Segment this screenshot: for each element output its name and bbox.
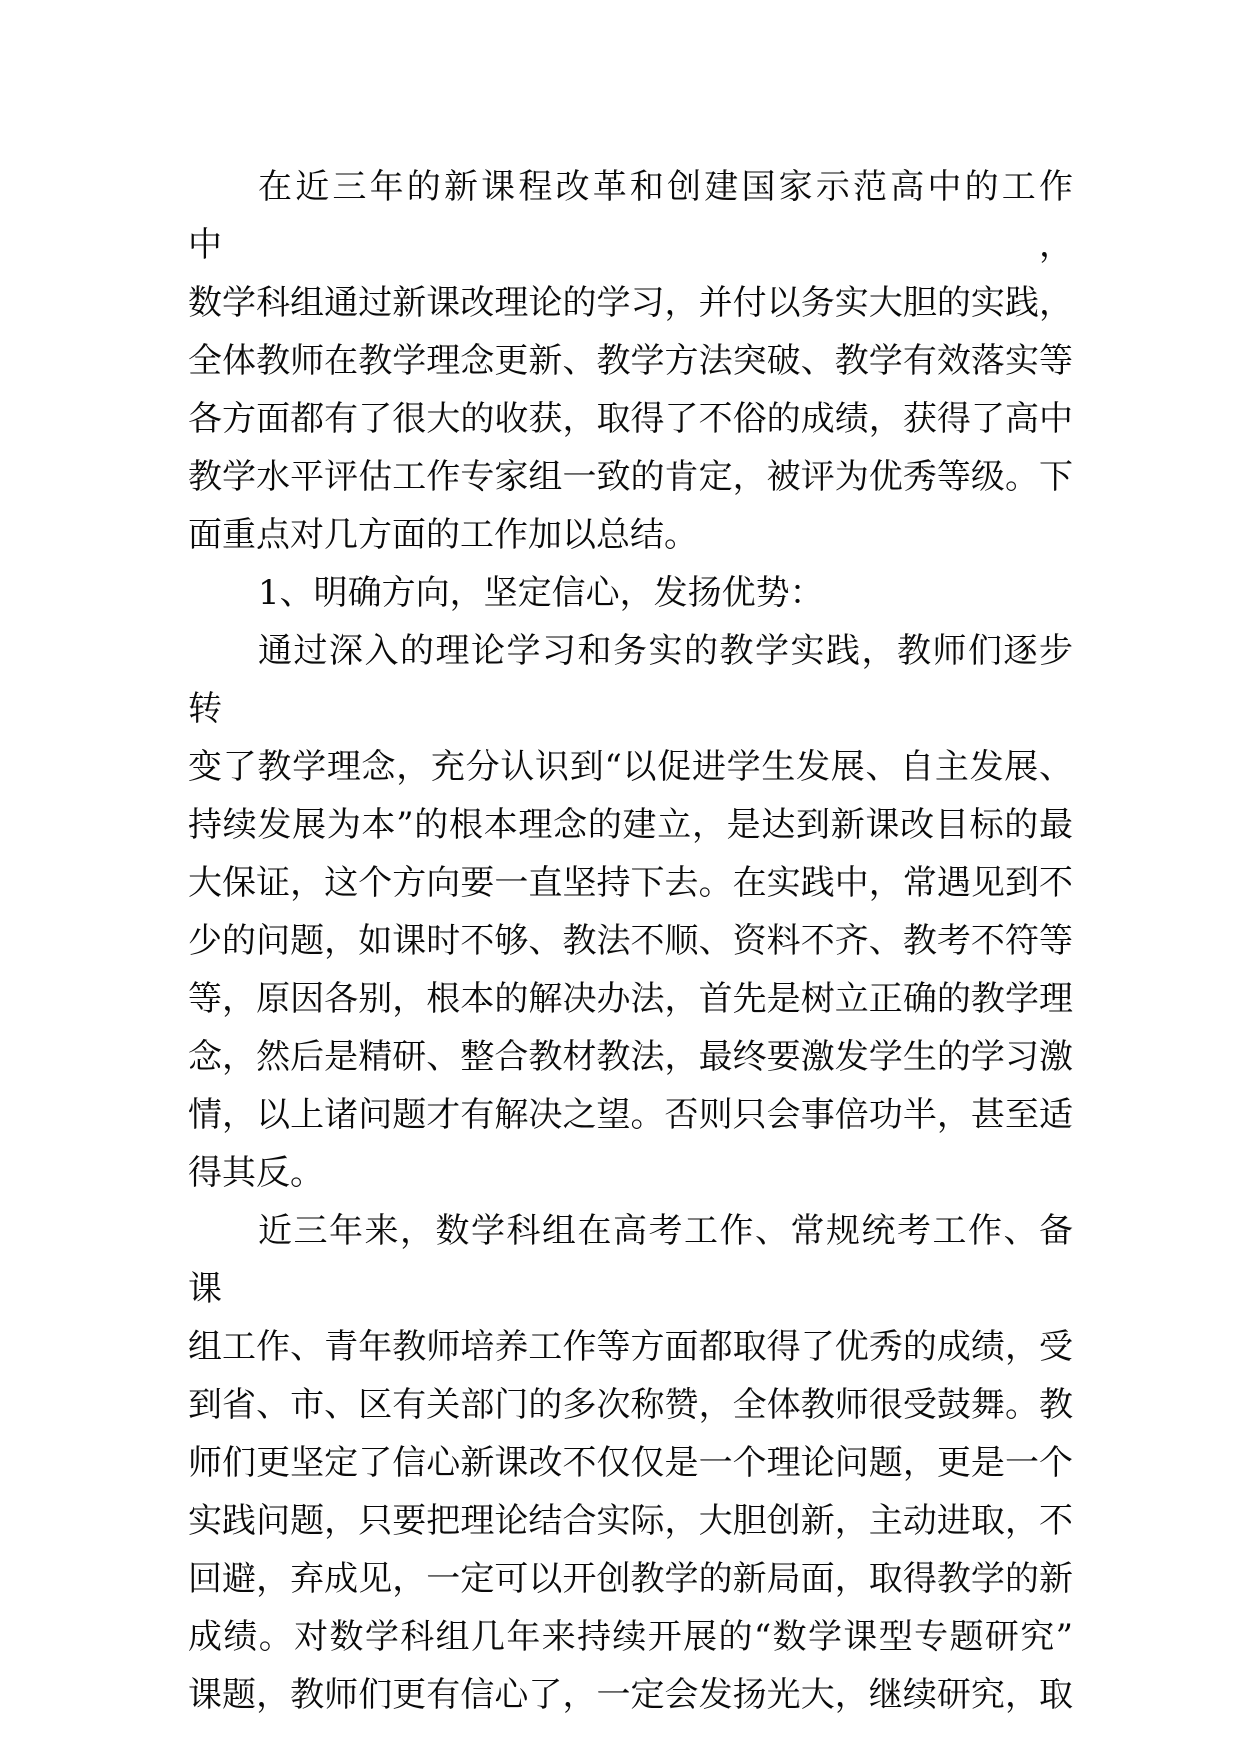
text-line: 师们更坚定了信心新课改不仅仅是一个理论问题，更是一个	[188, 1443, 1073, 1483]
text-line: 数学科组通过新课改理论的学习，并付以务实大胆的实践，	[188, 283, 1073, 323]
text-line: 各方面都有了很大的收获，取得了不俗的成绩，获得了高中	[188, 399, 1073, 439]
text-line: 大保证，这个方向要一直坚持下去。在实践中，常遇见到不	[188, 863, 1073, 903]
text-line: 面重点对几方面的工作加以总结。	[188, 515, 698, 555]
text-line: 等，原因各别，根本的解决办法，首先是树立正确的教学理	[188, 979, 1073, 1019]
text-line: 近三年来，数学科组在高考工作、常规统考工作、备课	[188, 1211, 1073, 1309]
body-paragraph	[188, 1202, 1073, 1724]
text-line: 1、明确方向，坚定信心，发扬优势：	[258, 573, 824, 613]
text-line: 回避，弃成见，一定可以开创教学的新局面，取得教学的新	[188, 1559, 1073, 1599]
text-line: 全体教师在教学理念更新、教学方法突破、教学有效落实等	[188, 341, 1073, 381]
body-paragraph	[188, 622, 1073, 1202]
text-line: 持续发展为本”的根本理念的建立，是达到新课改目标的最	[188, 805, 1073, 845]
text-line: 变了教学理念，充分认识到“以促进学生发展、自主发展、	[188, 747, 1073, 787]
text-line: 教学水平评估工作专家组一致的肯定，被评为优秀等级。下	[188, 457, 1073, 497]
text-line: 念，然后是精研、整合教材教法，最终要激发学生的学习激	[188, 1037, 1073, 1077]
document-text	[188, 158, 1073, 1724]
text-line: 情，以上诸问题才有解决之望。否则只会事倍功半，甚至适	[188, 1095, 1073, 1135]
text-line: 在近三年的新课程改革和创建国家示范高中的工作中，	[188, 167, 1073, 265]
text-line: 通过深入的理论学习和务实的教学实践，教师们逐步转	[188, 631, 1073, 729]
text-line: 实践问题，只要把理论结合实际，大胆创新，主动进取，不	[188, 1501, 1073, 1541]
text-line: 成绩。对数学科组几年来持续开展的“数学课型专题研究”	[188, 1617, 1073, 1657]
body-paragraph	[188, 158, 1073, 564]
heading-paragraph	[188, 564, 1073, 622]
text-line: 到省、市、区有关部门的多次称赞，全体教师很受鼓舞。教	[188, 1385, 1073, 1425]
text-line: 课题，教师们更有信心了，一定会发扬光大，继续研究，取	[188, 1675, 1073, 1715]
text-line: 组工作、青年教师培养工作等方面都取得了优秀的成绩，受	[188, 1327, 1073, 1367]
text-line: 少的问题，如课时不够、教法不顺、资料不齐、教考不符等	[188, 921, 1073, 961]
text-line: 得其反。	[188, 1153, 324, 1193]
